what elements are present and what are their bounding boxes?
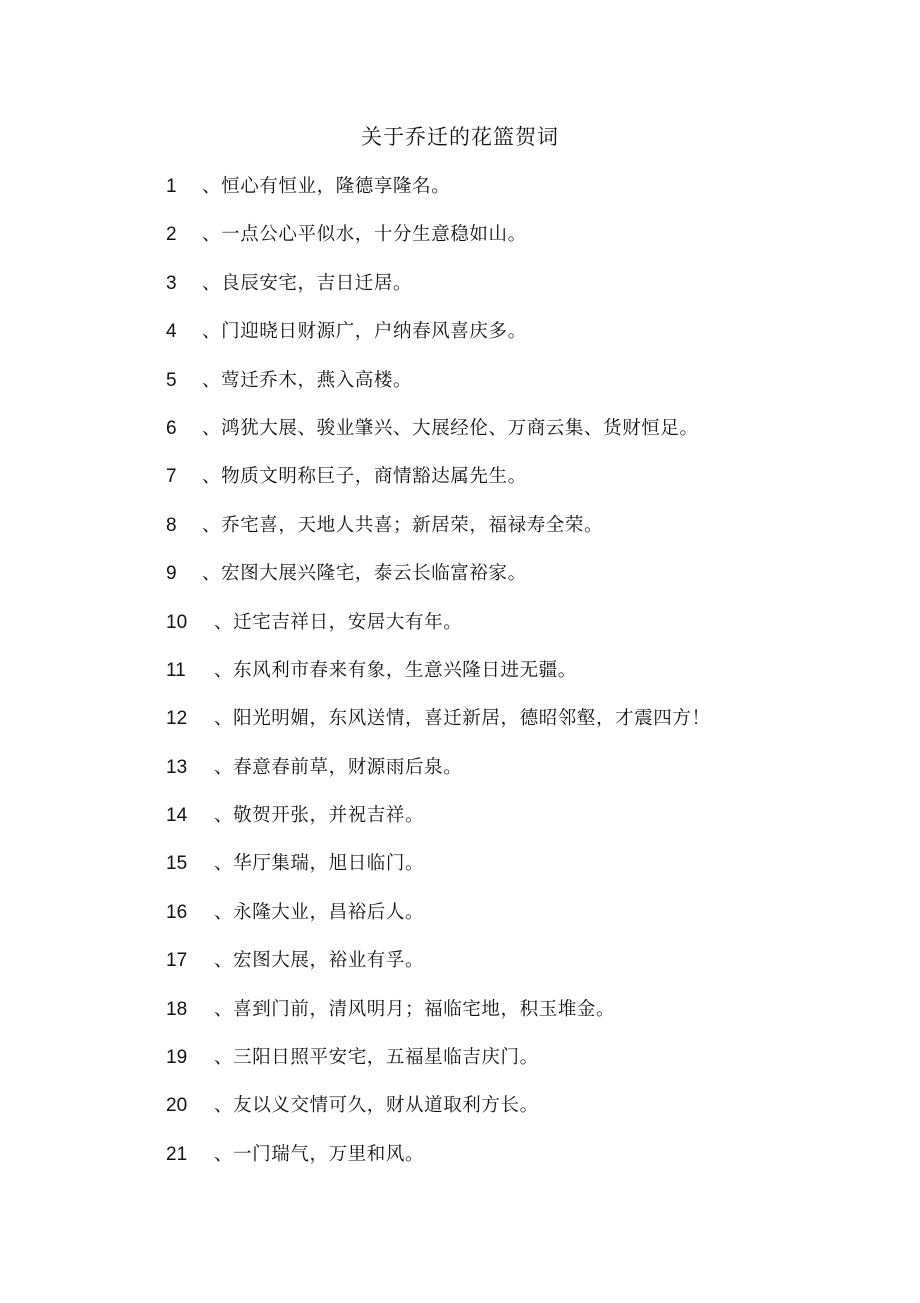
item-number: 4 [166,321,177,343]
list-item [166,1140,711,1188]
list-item [166,1043,711,1091]
item-text: 、友以义交情可久，财从道取利方长。 [214,1095,539,1117]
list-item [166,898,711,946]
item-number: 9 [166,563,177,585]
blessing-list [166,172,711,1188]
item-text: 、三阳日照平安宅，五福星临吉庆门。 [214,1047,539,1069]
item-number: 18 [166,998,188,1020]
list-item [166,704,711,752]
list-item [166,559,711,607]
item-text: 、宏图大展，裕业有孚。 [214,950,425,972]
item-text: 、迁宅吉祥日，安居大有年。 [214,611,463,633]
item-text: 、喜到门前，清风明月；福临宅地，积玉堆金。 [214,998,616,1020]
item-text: 、良辰安宅，吉日迁居。 [202,272,413,294]
item-number: 10 [166,611,188,633]
item-text: 、莺迁乔木，燕入高楼。 [202,369,413,391]
list-item [166,1091,711,1139]
item-text: 、一门瑞气，万里和风。 [214,1143,425,1165]
item-number: 5 [166,369,177,391]
item-text: 、一点公心平似水，十分生意稳如山。 [202,224,527,246]
item-text: 、永隆大业，昌裕后人。 [214,901,425,923]
list-item [166,220,711,268]
list-item [166,608,711,656]
list-item [166,462,711,510]
item-number: 6 [166,417,177,439]
item-text: 、乔宅喜，天地人共喜；新居荣，福禄寿全荣。 [202,514,604,536]
item-number: 7 [166,466,177,488]
list-item [166,172,711,220]
item-number: 14 [166,805,188,827]
item-text: 、恒心有恒业，隆德享隆名。 [202,176,451,197]
list-item [166,269,711,317]
list-item [166,849,711,897]
item-number: 16 [166,901,188,923]
item-text: 、敬贺开张，并祝吉祥。 [214,805,425,827]
item-text: 、物质文明称巨子，商情豁达属先生。 [202,466,527,488]
item-text: 、东风利市春来有象，生意兴隆日进无疆。 [214,659,577,681]
item-number: 15 [166,853,188,875]
item-number: 19 [166,1047,188,1069]
list-item [166,366,711,414]
item-number: 17 [166,950,188,972]
item-text: 、门迎晓日财源广，户纳春风喜庆多。 [202,321,527,343]
list-item [166,317,711,365]
list-item [166,995,711,1043]
item-text: 、春意春前草，财源雨后泉。 [214,756,463,778]
item-number: 21 [166,1143,188,1165]
list-item [166,414,711,462]
item-number: 12 [166,708,188,730]
list-item [166,753,711,801]
document-title: 关于乔迁的花篮贺词 [361,125,559,149]
item-number: 3 [166,272,177,294]
item-number: 13 [166,756,188,778]
list-item [166,946,711,994]
list-item [166,511,711,559]
item-number: 8 [166,514,177,536]
list-item [166,801,711,849]
item-number: 1 [166,176,177,197]
item-text: 、宏图大展兴隆宅，泰云长临富裕家。 [202,563,527,585]
item-number: 11 [166,659,186,681]
item-number: 20 [166,1095,188,1117]
item-text: 、华厅集瑞，旭日临门。 [214,853,425,875]
list-item [166,656,711,704]
item-number: 2 [166,224,177,246]
item-text: 、鸿犹大展、骏业肇兴、大展经伦、万商云集、货财恒足。 [202,417,699,439]
item-text: 、阳光明媚，东风送情，喜迁新居，德昭邻壑，才震四方！ [214,708,711,730]
